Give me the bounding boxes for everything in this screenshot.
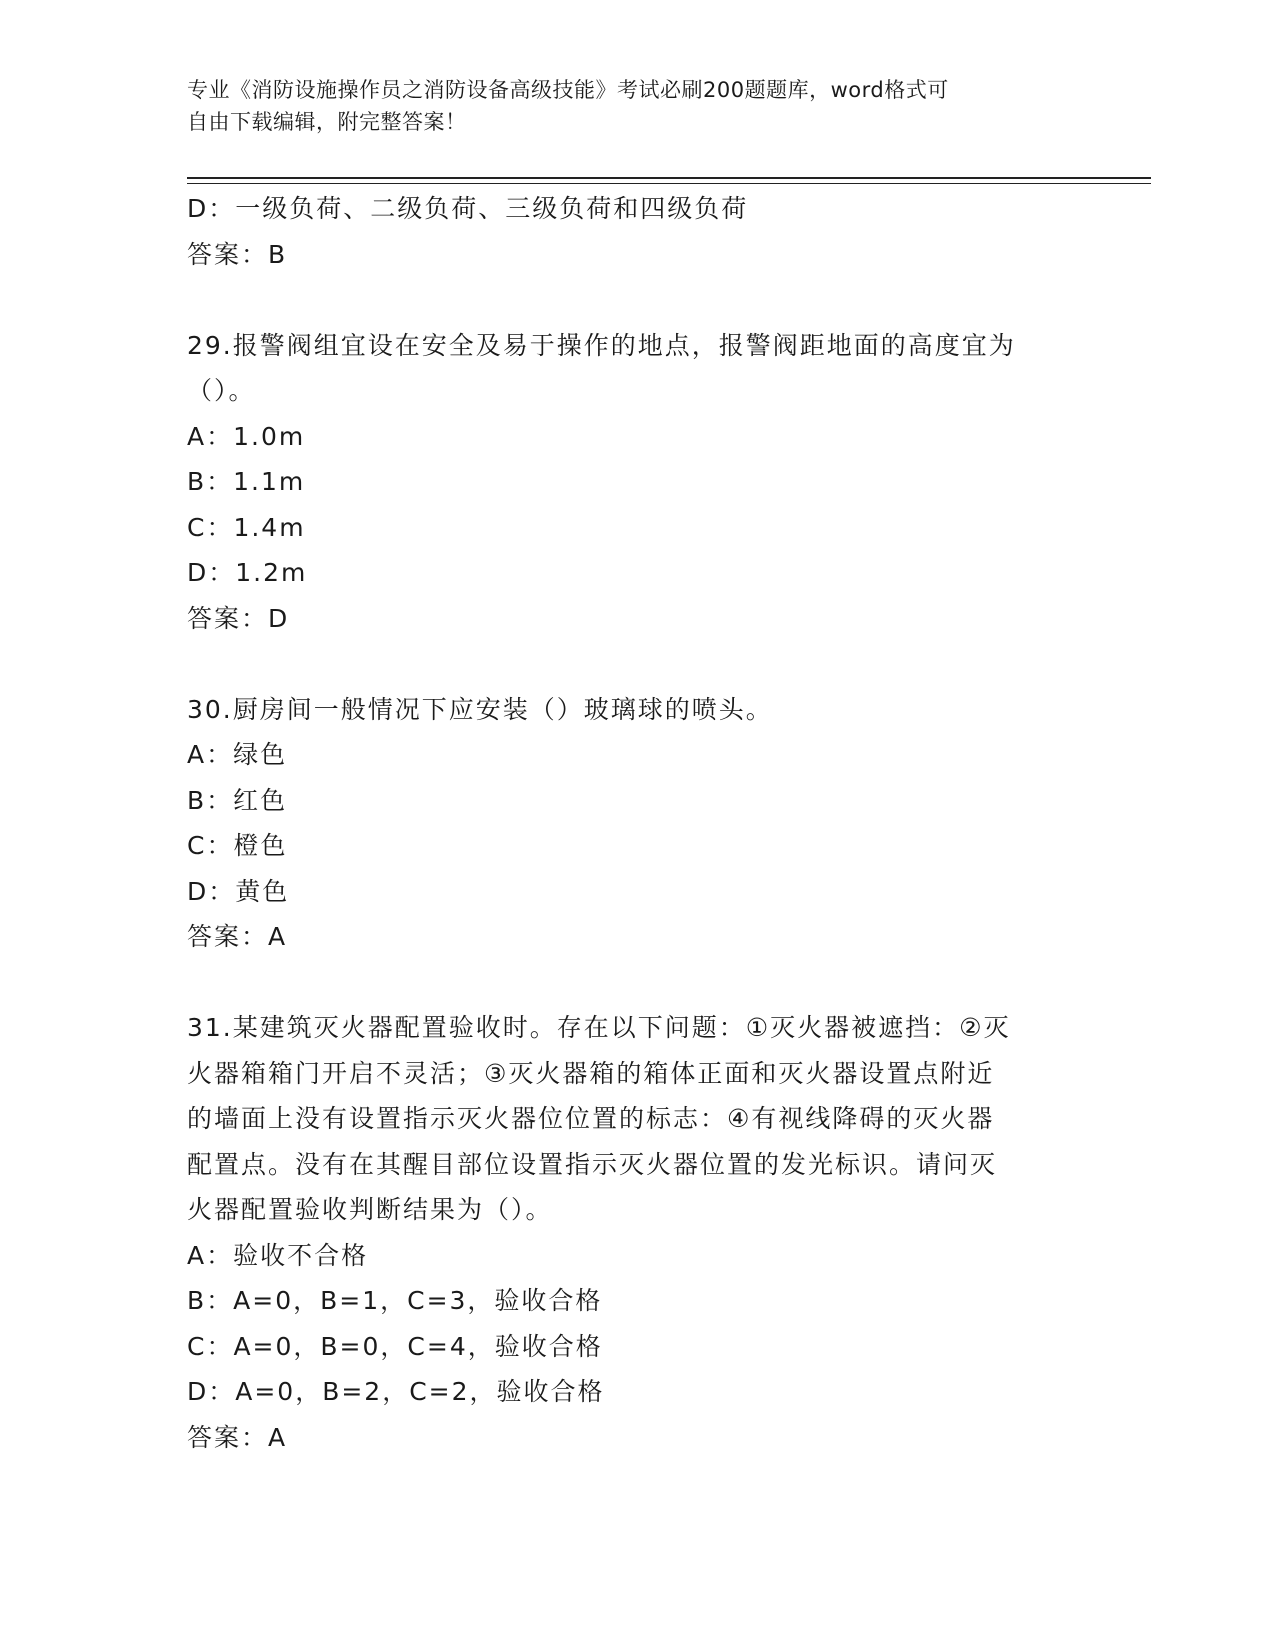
q29-answer: 答案：D — [187, 603, 290, 633]
header-divider-thick — [187, 177, 1151, 179]
q31-option-b: B：A=0，B=1，C=3，验收合格 — [187, 1286, 603, 1315]
q29-option-b: B：1.1m — [187, 467, 306, 496]
q31-option-d: D：A=0，B=2，C=2，验收合格 — [187, 1377, 605, 1406]
q30-option-d: D：黄色 — [187, 876, 290, 906]
prev-option-d: D：一级负荷、二级负荷、三级负荷和四级负荷 — [187, 194, 749, 223]
question-list — [187, 186, 1087, 1460]
q31-option-a: A：验收不合格 — [187, 1240, 369, 1270]
q30-option-a: A：绿色 — [187, 740, 288, 769]
header-line-1: 专业《消防设施操作员之消防设备高级技能》考试必刷200题题库，word格式可 — [187, 78, 949, 102]
q31-stem-line-4: 配置点。没有在其醒目部位设置指示灭火器位置的发光标识。请问灭 — [187, 1149, 998, 1179]
q29-stem-line-1: 29.报警阀组宜设在安全及易于操作的地点，报警阀距地面的高度宜为 — [187, 330, 1016, 360]
q31-stem-line-2: 火器箱箱门开启不灵活；③灭火器箱的箱体正面和灭火器设置点附近 — [187, 1058, 995, 1088]
q29-option-a: A：1.0m — [187, 421, 306, 451]
q31-answer: 答案：A — [187, 1422, 288, 1452]
q31-option-c: C：A=0，B=0，C=4，验收合格 — [187, 1331, 603, 1361]
q29-stem-line-2: （）。 — [187, 376, 256, 405]
q29-option-d: D：1.2m — [187, 558, 308, 587]
q31-stem-line-5: 火器配置验收判断结果为（）。 — [187, 1195, 553, 1224]
q30-option-c: C：橙色 — [187, 831, 288, 860]
header-line-2: 自由下载编辑，附完整答案！ — [187, 110, 467, 134]
document-header — [187, 74, 1067, 138]
q29-option-c: C：1.4m — [187, 512, 306, 542]
spacer — [187, 960, 1087, 1006]
q30-option-b: B：红色 — [187, 785, 288, 815]
q30-answer: 答案：A — [187, 922, 288, 951]
q31-stem-line-1: 31.某建筑灭火器配置验收时。存在以下问题：①灭火器被遮挡：②灭 — [187, 1013, 1011, 1042]
prev-answer: 答案：B — [187, 239, 288, 269]
spacer — [187, 277, 1087, 323]
spacer — [187, 641, 1087, 687]
q31-stem-line-3: 的墙面上没有设置指示灭火器位位置的标志：④有视线降碍的灭火器 — [187, 1104, 995, 1133]
header-divider-thin — [187, 183, 1151, 184]
q30-stem: 30.厨房间一般情况下应安装（）玻璃球的喷头。 — [187, 694, 773, 724]
